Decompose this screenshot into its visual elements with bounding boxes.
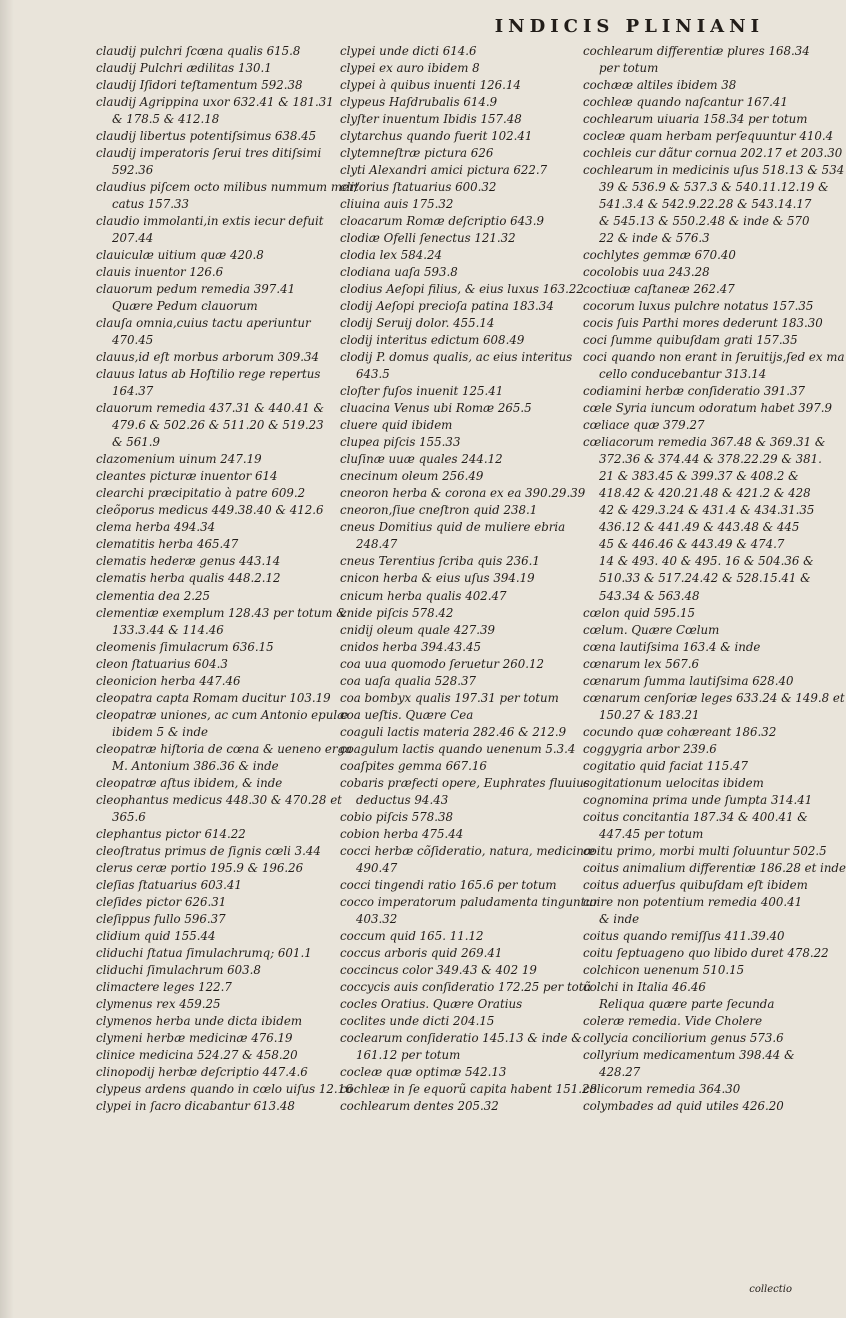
- index-entry: cochlearum uiuaria 158.34 per totum: [583, 112, 808, 127]
- index-entry: M. Antonium 386.36 & inde: [112, 758, 279, 773]
- index-entry: clauiculæ uitium quæ 420.8: [96, 248, 264, 263]
- index-entry: & 178.5 & 412.18: [112, 112, 220, 127]
- index-entry: cleõporus medicus 449.38.40 & 412.6: [96, 503, 324, 518]
- index-entry: Quære Pedum clauorum: [112, 299, 258, 314]
- index-entry: coa ueſtis. Quære Cea: [340, 707, 474, 722]
- index-entry: clodia lex 584.24: [340, 248, 443, 263]
- index-entry: cneoron,ſiue cneſtron quid 238.1: [340, 503, 538, 518]
- index-entry: 490.47: [356, 860, 398, 875]
- index-entry: clitorius ſtatuarius 600.32: [340, 180, 497, 195]
- index-entry: 207.44: [112, 231, 154, 246]
- index-entry: cochlearum differentiæ plures 168.34: [583, 44, 810, 58]
- index-entry: coitus animalium differentiæ 186.28 et inde: [583, 860, 846, 875]
- index-entry: coccus arboris quid 269.41: [340, 945, 503, 960]
- index-entry: 21 & 383.45 & 399.37 & 408.2 &: [599, 469, 799, 484]
- index-entry: clymenus rex 459.25: [96, 996, 221, 1011]
- index-entry: cœnarum cenſoriæ leges 633.24 & 149.8 et: [583, 690, 845, 705]
- index-entry: cnicon herba & eius uſus 394.19: [340, 571, 535, 586]
- index-entry: claudij libertus potentiſsimus 638.45: [96, 129, 317, 144]
- index-entry: clephantus pictor 614.22: [96, 826, 246, 841]
- index-column-3: [583, 43, 846, 1115]
- index-entry: cocorum luxus pulchre notatus 157.35: [583, 299, 814, 314]
- index-entry: 428.27: [599, 1064, 641, 1079]
- index-entry: cobio piſcis 578.38: [340, 809, 454, 824]
- index-entry: cleſippus fullo 596.37: [96, 911, 226, 926]
- index-entry: 248.47: [356, 537, 398, 552]
- index-entry: clytarchus quando fuerit 102.41: [340, 129, 533, 144]
- index-entry: coitu primo, morbi multi ſoluuntur 502.5: [583, 843, 827, 858]
- index-entry: claudij Iſidori teſtamentum 592.38: [96, 78, 303, 93]
- index-entry: coitus concitantia 187.34 & 400.41 &: [583, 809, 808, 824]
- index-entry: collycia conciliorium genus 573.6: [583, 1030, 784, 1045]
- index-entry: cleophantus medicus 448.30 & 470.28 et: [96, 792, 342, 807]
- index-entry: coa uua quomodo ſeruetur 260.12: [340, 656, 544, 671]
- index-entry: 133.3.44 & 114.46: [112, 622, 224, 637]
- index-entry: clypei à quibus inuenti 126.14: [340, 78, 521, 93]
- index-entry: cleantes picturæ inuentor 614: [96, 469, 278, 484]
- index-entry: clypei in ſacro dicabantur 613.48: [96, 1098, 295, 1113]
- index-entry: clidium quid 155.44: [96, 928, 216, 943]
- index-entry: 365.6: [112, 809, 146, 824]
- index-entry: claudij Pulchri ædilitas 130.1: [96, 61, 272, 76]
- index-entry: cleomenis ſimulacrum 636.15: [96, 639, 274, 654]
- index-entry: coleræ remedia. Vide Cholere: [583, 1013, 763, 1028]
- index-entry: cleopatræ aſtus ibidem, & inde: [96, 775, 283, 790]
- index-entry: climactere leges 122.7: [96, 979, 232, 994]
- index-entry: colchicon uenenum 510.15: [583, 962, 745, 977]
- index-entry: cluacina Venus ubi Romæ 265.5: [340, 401, 532, 416]
- index-entry: cochlearum dentes 205.32: [340, 1098, 499, 1113]
- index-entry: deductus 94.43: [356, 792, 449, 807]
- index-entry: cneus Domitius quid de muliere ebria: [340, 520, 566, 535]
- index-entry: clodius Aeſopi filius, & eius luxus 163.22: [340, 282, 584, 297]
- index-entry: 418.42 & 420.21.48 & 421.2 & 428: [599, 486, 811, 501]
- index-entry: cneoron herba & corona ex ea 390.29.39: [340, 486, 586, 501]
- index-entry: clinice medicina 524.27 & 458.20: [96, 1047, 298, 1062]
- index-entry: clauus latus ab Hoſtilio rege repertus: [96, 367, 321, 382]
- index-entry: cocles Oratius. Quære Oratius: [340, 996, 523, 1011]
- index-entry: cogitationum uelocitas ibidem: [583, 775, 764, 790]
- index-entry: claudij imperatoris ſerui tres ditiſsimi: [96, 146, 322, 161]
- index-entry: clypei unde dicti 614.6: [340, 44, 477, 58]
- index-entry: clodij Aeſopi precioſa patina 183.34: [340, 299, 554, 314]
- index-entry: cochleis cur dãtur cornua 202.17 et 203.30: [583, 146, 843, 161]
- index-entry: cleopatræ hiſtoria de cœna & ueneno erga: [96, 741, 353, 756]
- index-entry: cœlum. Quære Cœlum: [583, 622, 720, 637]
- index-entry: cœlon quid 595.15: [583, 605, 695, 620]
- index-entry: coccincus color 349.43 & 402 19: [340, 962, 537, 977]
- index-entry: per totum: [599, 61, 659, 76]
- index-entry: coctiuæ caſtaneæ 262.47: [583, 282, 735, 297]
- index-entry: cognomina prima unde ſumpta 314.41: [583, 792, 813, 807]
- index-entry: Reliqua quære parte ſecunda: [599, 996, 775, 1011]
- index-entry: 543.34 & 563.48: [599, 588, 700, 603]
- index-entry: claudio immolanti,in extis iecur defuit: [96, 214, 324, 229]
- index-entry: cleſides pictor 626.31: [96, 894, 227, 909]
- index-entry: 161.12 per totum: [356, 1047, 461, 1062]
- index-entry: 447.45 per totum: [599, 826, 704, 841]
- index-entry: & 561.9: [112, 435, 161, 450]
- index-entry: coitu ſeptuageno quo libido duret 478.22: [583, 945, 829, 960]
- index-entry: 372.36 & 374.44 & 378.22.29 & 381.: [599, 452, 822, 467]
- index-entry: 164.37: [112, 384, 154, 399]
- index-entry: clazomenium uinum 247.19: [96, 452, 262, 467]
- index-entry: cocco imperatorum paludamenta tinguntur: [340, 894, 599, 909]
- index-entry: 150.27 & 183.21: [599, 707, 700, 722]
- index-entry: cleonicion herba 447.46: [96, 673, 241, 688]
- index-entry: cleoſtratus primus de ſignis cœli 3.44: [96, 843, 321, 858]
- index-entry: 403.32: [356, 911, 398, 926]
- index-entry: 541.3.4 & 542.9.22.28 & 543.14.17: [599, 197, 812, 212]
- index-entry: clypei ex auro ibidem 8: [340, 61, 480, 76]
- index-entry: cluere quid ibidem: [340, 418, 453, 433]
- index-entry: coa bombyx qualis 197.31 per totum: [340, 690, 559, 705]
- index-entry: coaguli lactis materia 282.46 & 212.9: [340, 724, 567, 739]
- index-entry: cliuina auis 175.32: [340, 197, 454, 212]
- index-entry: cocci tingendi ratio 165.6 per totum: [340, 877, 557, 892]
- index-entry: clodij P. domus qualis, ac eius interitus: [340, 350, 573, 365]
- index-entry: clinopodij herbæ deſcriptio 447.4.6: [96, 1064, 308, 1079]
- index-entry: clymenos herba unde dicta ibidem: [96, 1013, 303, 1028]
- index-entry: clauus,id eſt morbus arborum 309.34: [96, 350, 319, 365]
- index-entry: coaſpites gemma 667.16: [340, 758, 487, 773]
- index-entry: cneus Terentius ſcriba quis 236.1: [340, 554, 540, 569]
- index-entry: cocleæ quam herbam perſequuntur 410.4: [583, 129, 834, 144]
- index-entry: cleon ſtatuarius 604.3: [96, 656, 228, 671]
- index-entry: cleopatræ uniones, ac cum Antonio epulæ: [96, 707, 349, 722]
- index-entry: cnicum herba qualis 402.47: [340, 588, 507, 603]
- index-entry: claudius piſcem octo milibus nummum mer/: [96, 180, 359, 195]
- index-entry: cliduchi ſtatua ſimulachrumq; 601.1: [96, 945, 312, 960]
- index-entry: clematitis herba 465.47: [96, 537, 239, 552]
- index-entry: coire non potentium remedia 400.41: [583, 894, 803, 909]
- index-entry: clodij Seruij dolor. 455.14: [340, 316, 495, 331]
- index-entry: coagulum lactis quando uenenum 5.3.4: [340, 741, 576, 756]
- index-entry: colymbades ad quid utiles 426.20: [583, 1098, 784, 1113]
- index-entry: & inde: [599, 911, 640, 926]
- index-entry: cocci herbæ cõſideratio, natura, medicinæ: [340, 843, 595, 858]
- index-entry: 510.33 & 517.24.42 & 528.15.41 &: [599, 571, 811, 586]
- index-entry: coa uaſa qualia 528.37: [340, 673, 477, 688]
- index-entry: cobion herba 475.44: [340, 826, 464, 841]
- index-entry: cluſinæ uuæ quales 244.12: [340, 452, 503, 467]
- index-entry: claudij Agrippina uxor 632.41 & 181.31: [96, 95, 334, 110]
- index-entry: coitus quando remiſſus 411.39.40: [583, 928, 785, 943]
- index-entry: clauorum pedum remedia 397.41: [96, 282, 296, 297]
- index-entry: clementia dea 2.25: [96, 588, 211, 603]
- index-entry: cochlytes gemmæ 670.40: [583, 248, 736, 263]
- index-entry: codiamini herbæ conſideratio 391.37: [583, 384, 806, 399]
- index-entry: cello conducebantur 313.14: [599, 367, 767, 382]
- index-entry: coccycis auis conſideratio 172.25 per totũ: [340, 979, 592, 994]
- index-entry: clyſter inuentum Ibidis 157.48: [340, 112, 522, 127]
- index-entry: cloacarum Romæ deſcriptio 643.9: [340, 214, 544, 229]
- index-entry: cocolobis uua 243.28: [583, 265, 710, 280]
- index-entry: cnidij oleum quale 427.39: [340, 622, 496, 637]
- index-entry: cochlearum in medicinis uſus 518.13 & 534: [583, 163, 845, 178]
- catchword: collectio: [749, 1284, 792, 1295]
- index-entry: coccum quid 165. 11.12: [340, 928, 484, 943]
- index-entry: cœna lautiſsima 163.4 & inde: [583, 639, 761, 654]
- index-entry: cliduchi ſimulachrum 603.8: [96, 962, 261, 977]
- index-entry: clauis inuentor 126.6: [96, 265, 224, 280]
- index-entry: cœnarum ſumma lautiſsima 628.40: [583, 673, 794, 688]
- index-entry: 14 & 493. 40 & 495. 16 & 504.36 &: [599, 554, 814, 569]
- index-entry: cnide piſcis 578.42: [340, 605, 454, 620]
- index-entry: cochleæ in ſe equorũ capita habent 151.28: [340, 1081, 597, 1096]
- index-column-2: [340, 43, 599, 1115]
- index-entry: clearchi præcipitatio à patre 609.2: [96, 486, 306, 501]
- running-header: INDICIS PLINIANI: [494, 16, 764, 37]
- index-entry: cloſter fuſos inuenit 125.41: [340, 384, 504, 399]
- index-entry: colicorum remedia 364.30: [583, 1081, 741, 1096]
- index-entry: 643.5: [356, 367, 390, 382]
- index-entry: 42 & 429.3.24 & 431.4 & 434.31.35: [599, 503, 815, 518]
- index-entry: cobaris præfecti opere, Euphrates fluuius: [340, 775, 590, 790]
- index-entry: clytemneſtræ pictura 626: [340, 146, 494, 161]
- index-entry: coci quando non erant in ſeruitijs,ſed ex ma: [583, 350, 845, 365]
- index-entry: ibidem 5 & inde: [112, 724, 208, 739]
- index-entry: cocundo quæ cohæreant 186.32: [583, 724, 777, 739]
- page-fold-shadow: [0, 0, 14, 1318]
- index-entry: cocis ſuis Parthi mores dederunt 183.30: [583, 316, 823, 331]
- index-entry: cnidos herba 394.43.45: [340, 639, 482, 654]
- index-entry: clerus ceræ portio 195.9 & 196.26: [96, 860, 304, 875]
- index-entry: cœliace quæ 379.27: [583, 418, 705, 433]
- index-entry: & 545.13 & 550.2.48 & inde & 570: [599, 214, 810, 229]
- index-entry: clementiæ exemplum 128.43 per totum &: [96, 605, 347, 620]
- index-entry: coclearum conſideratio 145.13 & inde &: [340, 1030, 582, 1045]
- index-entry: cocleæ quæ optimæ 542.13: [340, 1064, 507, 1079]
- index-entry: cogitatio quid faciat 115.47: [583, 758, 748, 773]
- index-entry: 45 & 446.46 & 443.49 & 474.7: [599, 537, 785, 552]
- index-entry: cochææ altiles ibidem 38: [583, 78, 737, 93]
- index-entry: collyrium medicamentum 398.44 &: [583, 1047, 795, 1062]
- index-entry: clypeus Haſdrubalis 614.9: [340, 95, 498, 110]
- index-entry: coitus aduerſus quibuſdam eſt ibidem: [583, 877, 808, 892]
- index-entry: 39 & 536.9 & 537.3 & 540.11.12.19 &: [599, 180, 829, 195]
- index-entry: cœnarum lex 567.6: [583, 656, 700, 671]
- index-entry: cleopatra capta Romam ducitur 103.19: [96, 690, 331, 705]
- index-entry: 479.6 & 502.26 & 511.20 & 519.23: [112, 418, 324, 433]
- index-entry: catus 157.33: [112, 197, 190, 212]
- index-entry: clauorum remedia 437.31 & 440.41 &: [96, 401, 324, 416]
- index-entry: cœle Syria iuncum odoratum habet 397.9: [583, 401, 832, 416]
- index-entry: clodiæ Ofelli ſenectus 121.32: [340, 231, 516, 246]
- index-entry: 22 & inde & 576.3: [599, 231, 710, 246]
- index-entry: clypeus ardens quando in cœlo uiſus 12.16: [96, 1081, 353, 1096]
- index-entry: clema herba 494.34: [96, 520, 216, 535]
- index-entry: coci ſumme quibuſdam grati 157.35: [583, 333, 798, 348]
- index-entry: 436.12 & 441.49 & 443.48 & 445: [599, 520, 800, 535]
- index-entry: clematis herba qualis 448.2.12: [96, 571, 281, 586]
- index-entry: clodiana uaſa 593.8: [340, 265, 458, 280]
- index-entry: cleſias ſtatuarius 603.41: [96, 877, 242, 892]
- index-entry: clauſa omnia,cuius tactu aperiuntur: [96, 316, 311, 331]
- index-entry: 470.45: [112, 333, 154, 348]
- index-column-1: [96, 43, 359, 1115]
- index-entry: clyti Alexandri amici pictura 622.7: [340, 163, 548, 178]
- index-entry: cœliacorum remedia 367.48 & 369.31 &: [583, 435, 826, 450]
- index-entry: coclites unde dicti 204.15: [340, 1013, 495, 1028]
- index-entry: clodij interitus edictum 608.49: [340, 333, 525, 348]
- index-entry: cochleæ quando naſcantur 167.41: [583, 95, 788, 110]
- index-entry: clupea piſcis 155.33: [340, 435, 461, 450]
- index-entry: clematis hederæ genus 443.14: [96, 554, 281, 569]
- index-entry: claudij pulchri ſcœna qualis 615.8: [96, 44, 301, 58]
- index-entry: cnecinum oleum 256.49: [340, 469, 484, 484]
- index-entry: colchi in Italia 46.46: [583, 979, 706, 994]
- index-entry: 592.36: [112, 163, 154, 178]
- index-entry: clymeni herbæ medicinæ 476.19: [96, 1030, 293, 1045]
- index-entry: coggygria arbor 239.6: [583, 741, 717, 756]
